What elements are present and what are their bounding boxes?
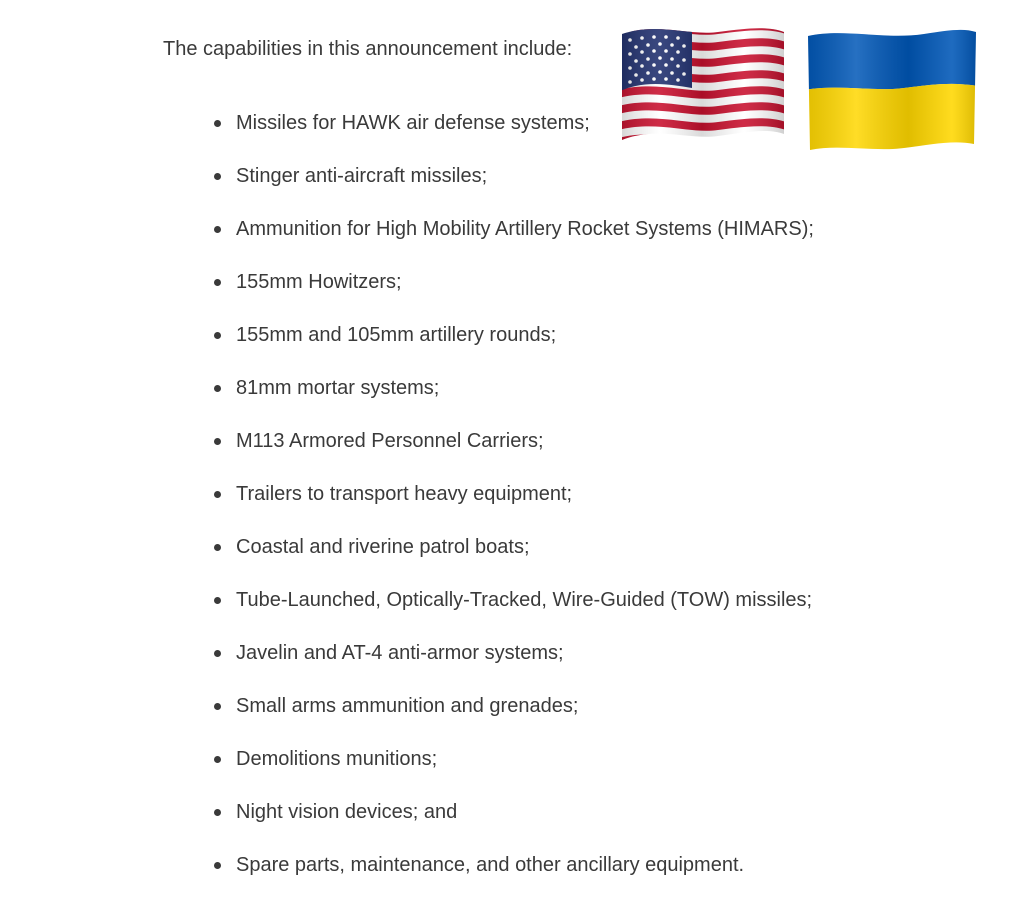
bullet-icon [214, 809, 221, 816]
bullet-icon [214, 120, 221, 127]
us-flag-icon [618, 22, 786, 150]
list-item [214, 163, 814, 216]
bullet-icon [214, 491, 221, 498]
list-item-text: Trailers to transport heavy equipment; [236, 483, 573, 505]
bullet-icon [214, 862, 221, 869]
list-item-text: Spare parts, maintenance, and other ancillary equipment. [236, 854, 745, 876]
list-item [214, 534, 814, 587]
bullet-icon [214, 173, 221, 180]
bullet-icon [214, 226, 221, 233]
list-item-text: Night vision devices; and [236, 801, 458, 823]
list-item-text: Tube-Launched, Optically-Tracked, Wire-Guided (TOW) missiles; [236, 589, 813, 611]
list-item [214, 640, 814, 693]
list-item-text: Missiles for HAWK air defense systems; [236, 112, 590, 134]
bullet-icon [214, 332, 221, 339]
list-item-text: Javelin and AT-4 anti-armor systems; [236, 642, 564, 664]
bullet-icon [214, 544, 221, 551]
bullet-icon [214, 597, 221, 604]
intro-text: The capabilities in this announcement include: [163, 38, 573, 60]
list-item [214, 375, 814, 428]
list-item [214, 428, 814, 481]
bullet-icon [214, 650, 221, 657]
bullet-icon [214, 703, 221, 710]
list-item [214, 322, 814, 375]
capabilities-list [214, 110, 814, 905]
list-item-text: Demolitions munitions; [236, 748, 438, 770]
list-item [214, 852, 814, 905]
list-item-text: Stinger anti-aircraft missiles; [236, 165, 488, 187]
list-item [214, 693, 814, 746]
list-item-text: 81mm mortar systems; [236, 377, 440, 399]
list-item-text: M113 Armored Personnel Carriers; [236, 430, 544, 452]
bullet-icon [214, 279, 221, 286]
list-item [214, 587, 814, 640]
list-item [214, 481, 814, 534]
bullet-icon [214, 756, 221, 763]
list-item [214, 799, 814, 852]
list-item-text: Ammunition for High Mobility Artillery Rocket Systems (HIMARS); [236, 218, 814, 240]
list-item-text: 155mm Howitzers; [236, 271, 402, 293]
list-item [214, 746, 814, 799]
list-item-text: 155mm and 105mm artillery rounds; [236, 324, 557, 346]
ukraine-flag-icon [804, 26, 978, 154]
bullet-icon [214, 385, 221, 392]
bullet-icon [214, 438, 221, 445]
list-item [214, 216, 814, 269]
list-item-text: Coastal and riverine patrol boats; [236, 536, 530, 558]
list-item-text: Small arms ammunition and grenades; [236, 695, 579, 717]
list-item [214, 269, 814, 322]
